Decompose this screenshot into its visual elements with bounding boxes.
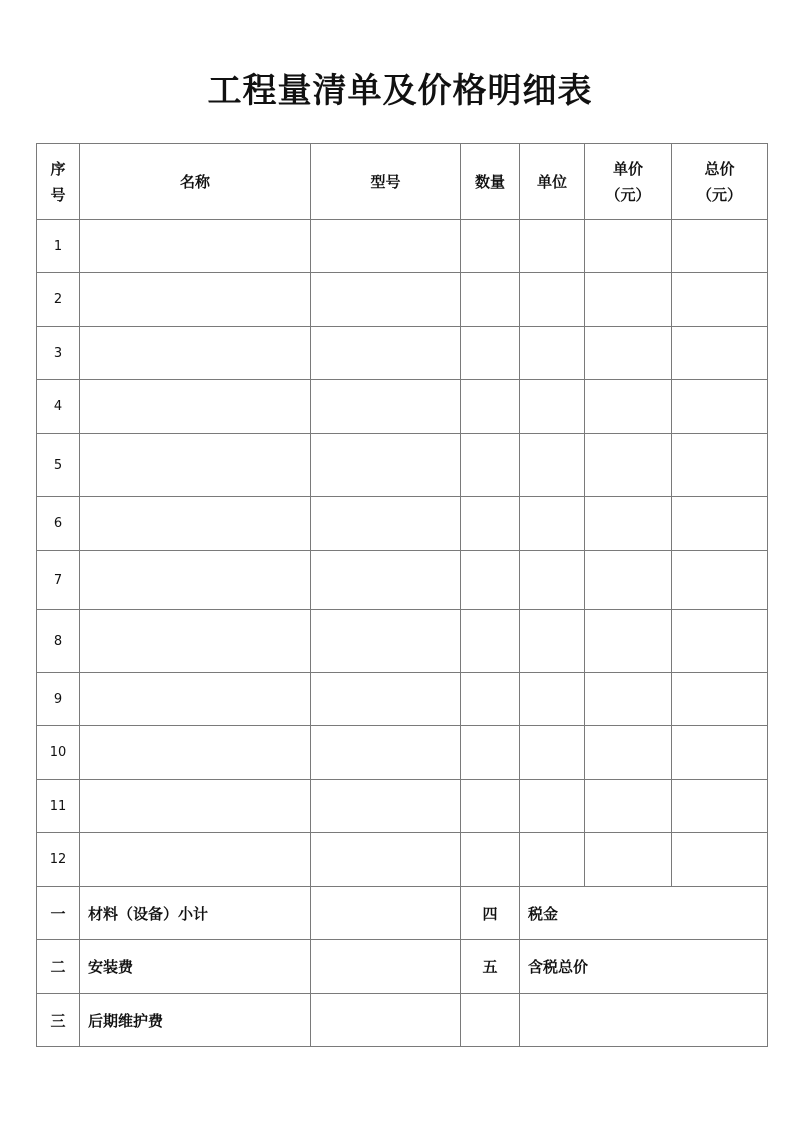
model-cell[interactable] xyxy=(311,673,461,726)
table-row xyxy=(37,726,768,780)
model-cell[interactable] xyxy=(311,497,461,551)
page-title: 工程量清单及价格明细表 xyxy=(207,71,593,111)
table-row xyxy=(37,833,768,887)
name-cell[interactable] xyxy=(80,220,311,273)
unit-price-cell[interactable] xyxy=(585,434,672,497)
row-number: 3 xyxy=(37,327,80,380)
name-cell[interactable] xyxy=(80,273,311,327)
table-row xyxy=(37,434,768,497)
quantity-cell[interactable] xyxy=(461,673,520,726)
name-cell[interactable] xyxy=(80,327,311,380)
total-price-cell[interactable] xyxy=(672,380,768,434)
total-price-cell[interactable] xyxy=(672,780,768,833)
name-cell[interactable] xyxy=(80,434,311,497)
quantity-cell[interactable] xyxy=(461,273,520,327)
row-number: 7 xyxy=(37,551,80,610)
name-cell[interactable] xyxy=(80,726,311,780)
unit-price-cell[interactable] xyxy=(585,327,672,380)
row-number: 4 xyxy=(37,380,80,434)
unit-price-cell[interactable] xyxy=(585,220,672,273)
header-name: 名称 xyxy=(80,144,311,220)
summary-label-value[interactable] xyxy=(520,994,768,1047)
table-row xyxy=(37,273,768,327)
summary-number: 五 xyxy=(461,940,520,994)
name-cell[interactable] xyxy=(80,551,311,610)
total-price-cell[interactable] xyxy=(672,220,768,273)
unit-price-cell[interactable] xyxy=(585,780,672,833)
bill-of-quantities-table xyxy=(36,143,768,1047)
quantity-cell[interactable] xyxy=(461,220,520,273)
summary-value-cell[interactable] xyxy=(311,940,461,994)
row-number: 11 xyxy=(37,780,80,833)
quantity-cell[interactable] xyxy=(461,780,520,833)
total-price-cell[interactable] xyxy=(672,434,768,497)
summary-row xyxy=(37,940,768,994)
summary-label-value[interactable]: 含税总价 xyxy=(520,940,768,994)
model-cell[interactable] xyxy=(311,327,461,380)
summary-value-cell[interactable] xyxy=(311,994,461,1047)
model-cell[interactable] xyxy=(311,726,461,780)
unit-cell[interactable] xyxy=(520,610,585,673)
header-unit-price: 单价 （元） xyxy=(585,144,672,220)
summary-number: 四 xyxy=(461,887,520,940)
total-price-cell[interactable] xyxy=(672,726,768,780)
summary-label-value[interactable]: 税金 xyxy=(520,887,768,940)
header-row xyxy=(37,144,768,220)
row-number: 8 xyxy=(37,610,80,673)
unit-cell[interactable] xyxy=(520,726,585,780)
quantity-cell[interactable] xyxy=(461,380,520,434)
table-row xyxy=(37,780,768,833)
row-number: 10 xyxy=(37,726,80,780)
unit-price-cell[interactable] xyxy=(585,726,672,780)
table-row xyxy=(37,551,768,610)
unit-cell[interactable] xyxy=(520,673,585,726)
name-cell[interactable] xyxy=(80,833,311,887)
row-number: 6 xyxy=(37,497,80,551)
unit-price-cell[interactable] xyxy=(585,380,672,434)
unit-price-cell[interactable] xyxy=(585,673,672,726)
unit-cell[interactable] xyxy=(520,497,585,551)
model-cell[interactable] xyxy=(311,780,461,833)
table-row xyxy=(37,610,768,673)
summary-label: 后期维护费 xyxy=(80,994,311,1047)
summary-value-cell[interactable] xyxy=(311,887,461,940)
header-unit: 单位 xyxy=(520,144,585,220)
summary-row xyxy=(37,994,768,1047)
unit-price-cell[interactable] xyxy=(585,610,672,673)
unit-cell[interactable] xyxy=(520,220,585,273)
total-price-cell[interactable] xyxy=(672,673,768,726)
unit-cell[interactable] xyxy=(520,551,585,610)
table-row xyxy=(37,220,768,273)
summary-number: 三 xyxy=(37,994,80,1047)
row-number: 1 xyxy=(37,220,80,273)
header-model: 型号 xyxy=(311,144,461,220)
model-cell[interactable] xyxy=(311,434,461,497)
header-seq: 序 号 xyxy=(37,144,80,220)
unit-cell[interactable] xyxy=(520,273,585,327)
unit-price-cell[interactable] xyxy=(585,833,672,887)
unit-price-cell[interactable] xyxy=(585,273,672,327)
header-total-price: 总价 （元） xyxy=(672,144,768,220)
quantity-cell[interactable] xyxy=(461,497,520,551)
total-price-cell[interactable] xyxy=(672,833,768,887)
table-row xyxy=(37,380,768,434)
summary-number: 二 xyxy=(37,940,80,994)
total-price-cell[interactable] xyxy=(672,610,768,673)
quantity-cell[interactable] xyxy=(461,833,520,887)
quantity-cell[interactable] xyxy=(461,551,520,610)
quantity-cell[interactable] xyxy=(461,434,520,497)
table-row xyxy=(37,327,768,380)
unit-cell[interactable] xyxy=(520,434,585,497)
unit-cell[interactable] xyxy=(520,327,585,380)
model-cell[interactable] xyxy=(311,610,461,673)
unit-cell[interactable] xyxy=(520,380,585,434)
total-price-cell[interactable] xyxy=(672,327,768,380)
name-cell[interactable] xyxy=(80,497,311,551)
summary-row xyxy=(37,887,768,940)
table-row xyxy=(37,673,768,726)
row-number: 12 xyxy=(37,833,80,887)
row-number: 5 xyxy=(37,434,80,497)
row-number: 9 xyxy=(37,673,80,726)
unit-cell[interactable] xyxy=(520,833,585,887)
model-cell[interactable] xyxy=(311,220,461,273)
total-price-cell[interactable] xyxy=(672,497,768,551)
summary-number xyxy=(461,994,520,1047)
name-cell[interactable] xyxy=(80,380,311,434)
name-cell[interactable] xyxy=(80,780,311,833)
unit-price-cell[interactable] xyxy=(585,497,672,551)
row-number: 2 xyxy=(37,273,80,327)
model-cell[interactable] xyxy=(311,380,461,434)
summary-label: 安装费 xyxy=(80,940,311,994)
quantity-cell[interactable] xyxy=(461,726,520,780)
quantity-cell[interactable] xyxy=(461,610,520,673)
total-price-cell[interactable] xyxy=(672,551,768,610)
quantity-cell[interactable] xyxy=(461,327,520,380)
name-cell[interactable] xyxy=(80,673,311,726)
table-row xyxy=(37,497,768,551)
header-quantity: 数量 xyxy=(461,144,520,220)
model-cell[interactable] xyxy=(311,273,461,327)
summary-number: 一 xyxy=(37,887,80,940)
model-cell[interactable] xyxy=(311,833,461,887)
name-cell[interactable] xyxy=(80,610,311,673)
summary-label: 材料（设备）小计 xyxy=(80,887,311,940)
model-cell[interactable] xyxy=(311,551,461,610)
unit-price-cell[interactable] xyxy=(585,551,672,610)
total-price-cell[interactable] xyxy=(672,273,768,327)
unit-cell[interactable] xyxy=(520,780,585,833)
